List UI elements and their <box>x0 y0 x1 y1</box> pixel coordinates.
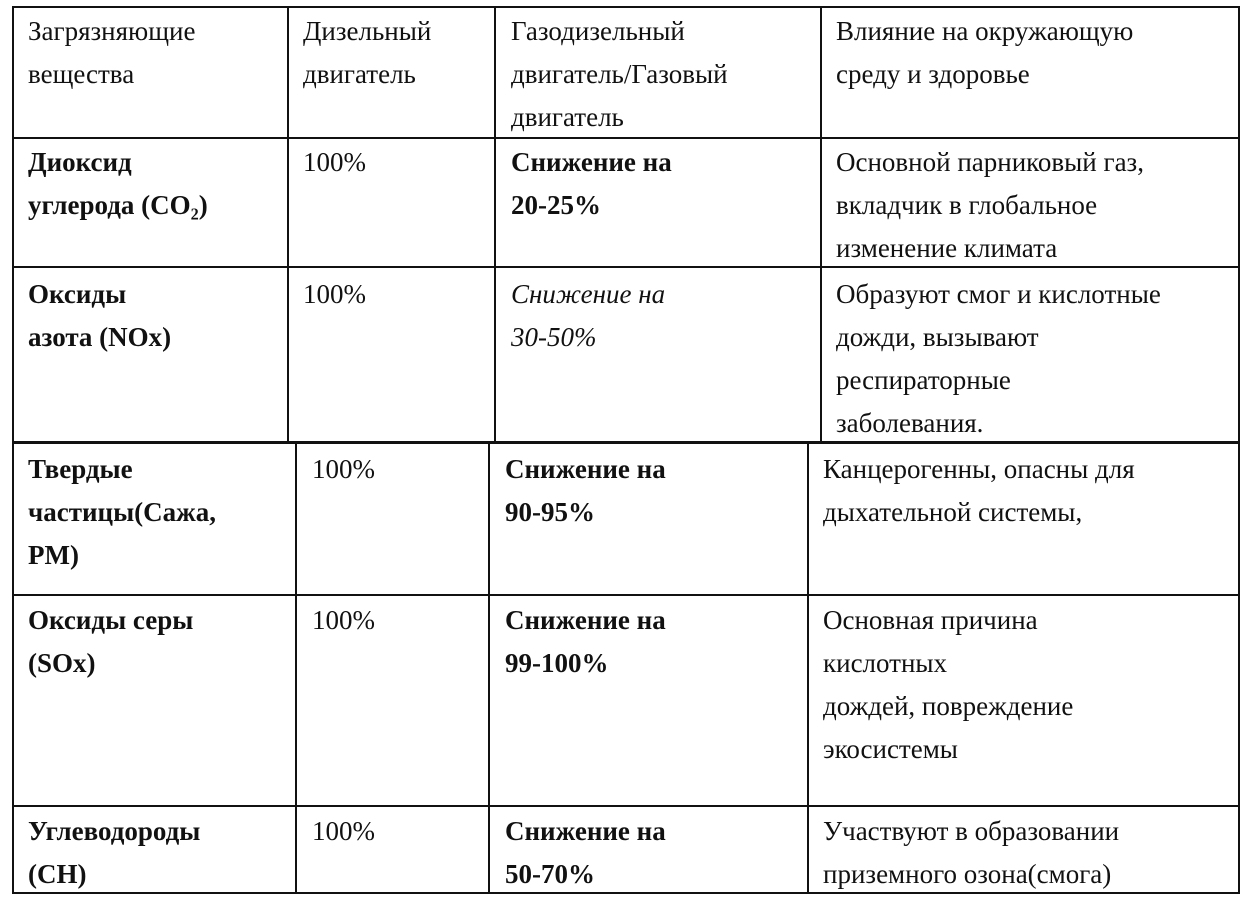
cell-gas-pm: Снижение на 90-95% <box>505 454 666 527</box>
cell-pollutant-co2: Диоксид углерода (CO₂) <box>28 147 208 220</box>
cell-impact-sox: Основная причина кислотных дождей, повреждение экосистемы <box>823 605 1074 764</box>
table-rule <box>287 6 289 443</box>
cell-pollutant-pm: Твердые частицы(Сажа, PM) <box>28 454 216 570</box>
table-rule <box>12 805 1240 807</box>
table-rule <box>1238 6 1240 443</box>
cell-impact-pm: Канцерогенны, опасны для дыхательной системы, <box>823 454 1135 527</box>
table-rule <box>12 6 14 443</box>
cell-gas-co2: Снижение на 20-25% <box>511 147 672 220</box>
cell-impact-co2: Основной парниковый газ, вкладчик в глобальное изменение климата <box>836 147 1144 263</box>
cell-pollutant-sox: Оксиды серы (SOx) <box>28 605 194 678</box>
table-rule <box>1238 443 1240 894</box>
cell-pollutant-ch: Углеводороды (CH) <box>28 816 201 889</box>
cell-gas-sox: Снижение на 99-100% <box>505 605 666 678</box>
table-rule <box>12 443 14 894</box>
table-rule <box>488 443 490 894</box>
header-cell-pollutants: Загрязняющие вещества <box>28 16 196 89</box>
table-rule <box>12 6 1240 8</box>
cell-diesel-pm: 100% <box>312 454 375 484</box>
table-rule <box>12 594 1240 596</box>
cell-diesel-co2: 100% <box>303 147 366 177</box>
cell-impact-nox: Образуют смог и кислотные дожди, вызывают респираторные заболевания. <box>836 279 1161 438</box>
header-cell-impact: Влияние на окружающую среду и здоровье <box>836 16 1134 89</box>
table-rule <box>494 6 496 443</box>
cell-impact-ch: Участвуют в образовании приземного озона(смога) <box>823 816 1120 889</box>
header-cell-gas-engine: Газодизельный двигатель/Газовый двигатель <box>511 16 728 132</box>
table-rule <box>295 443 297 894</box>
cell-diesel-nox: 100% <box>303 279 366 309</box>
header-cell-diesel: Дизельный двигатель <box>303 16 432 89</box>
cell-gas-nox: Снижение на 30-50% <box>511 279 666 352</box>
table-rule <box>807 443 809 894</box>
cell-diesel-ch: 100% <box>312 816 375 846</box>
cell-gas-ch: Снижение на 50-70% <box>505 816 666 889</box>
table-rule <box>820 6 822 443</box>
cell-pollutant-nox: Оксиды азота (NOx) <box>28 279 172 352</box>
cell-diesel-sox: 100% <box>312 605 375 635</box>
